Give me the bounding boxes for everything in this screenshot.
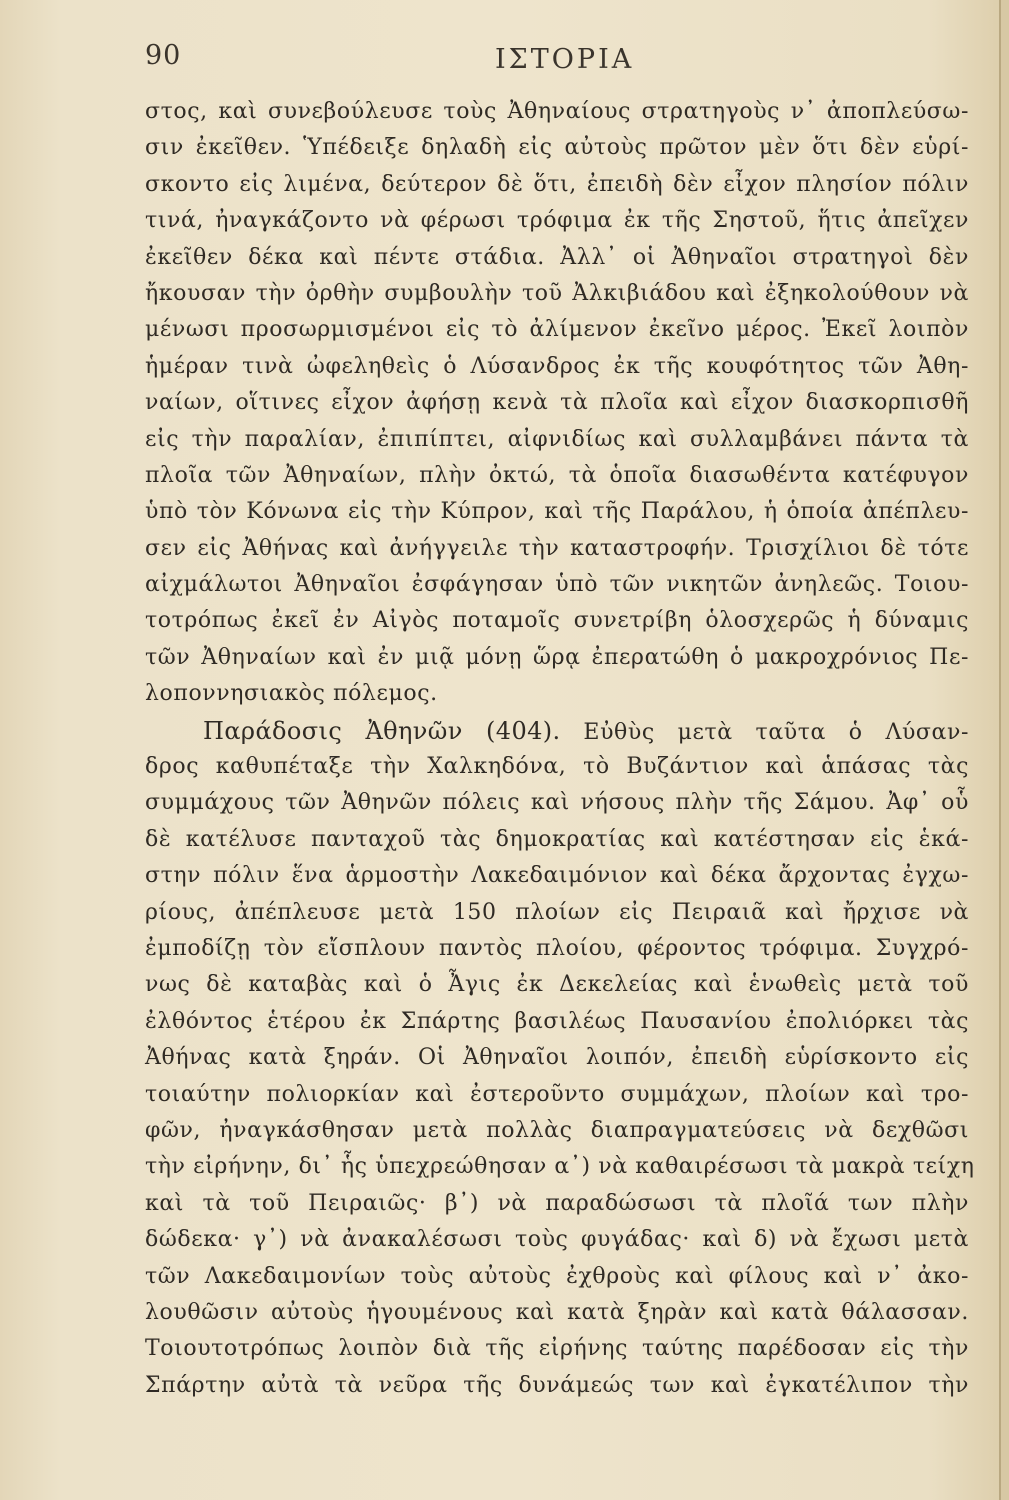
text-line: τῶν Λακεδαιμονίων τοὺς αὐτοὺς ἐχθροὺς καὶ φίλους καὶ ν᾿ ἀκο- bbox=[145, 1263, 969, 1289]
text-line: ἐκεῖθεν δέκα καὶ πέντε στάδια. Ἀλλ᾿ οἱ Ἀθηναῖοι στρατηγοὶ δὲν bbox=[145, 244, 969, 270]
paragraph-2-first-line-text: Εὐθὺς μετὰ ταῦτα ὁ Λύσαν- bbox=[583, 719, 970, 745]
text-line: ρίους, ἀπέπλευσε μετὰ 150 πλοίων εἰς Πειραιᾶ καὶ ἤρχισε νὰ bbox=[145, 899, 969, 925]
text-line: σεν εἰς Ἀθήνας καὶ ἀνήγγειλε τὴν καταστροφήν. Τρισχίλιοι δὲ τότε bbox=[145, 535, 969, 561]
text-line: σκοντο εἰς λιμένα, δεύτερον δὲ ὅτι, ἐπειδὴ δὲν εἶχον πλησίον πόλιν bbox=[145, 171, 969, 197]
page-header bbox=[0, 36, 1009, 86]
body-text bbox=[145, 94, 975, 1404]
page-edge-line bbox=[999, 0, 1001, 1500]
text-line: καὶ τὰ τοῦ Πειραιῶς· β᾿) νὰ παραδώσωσι τὰ πλοῖά των πλὴν bbox=[145, 1190, 969, 1216]
text-line: σιν ἐκεῖθεν. Ὑπέδειξε δηλαδὴ εἰς αὐτοὺς πρῶτον μὲν ὅτι δὲν εὑρί- bbox=[145, 135, 969, 161]
section-heading: Παράδοσις Ἀθηνῶν (404). bbox=[203, 716, 561, 745]
text-line: μένωσι προσωρμισμένοι εἰς τὸ ἀλίμενον ἐκεῖνο μέρος. Ἐκεῖ λοιπὸν bbox=[145, 317, 969, 343]
running-title: ΙΣΤΟΡΙΑ bbox=[495, 44, 635, 75]
text-line: ἐλθόντος ἑτέρου ἐκ Σπάρτης βασιλέως Παυσανίου ἐπολιόρκει τὰς bbox=[145, 1008, 969, 1034]
text-line: τινά, ἠναγκάζοντο νὰ φέρωσι τρόφιμα ἐκ τῆς Σηστοῦ, ἥτις ἀπεῖχεν bbox=[145, 208, 969, 234]
text-line: στος, καὶ συνεβούλευσε τοὺς Ἀθηναίους στρατηγοὺς ν᾿ ἀποπλεύσω- bbox=[145, 99, 969, 124]
text-line: ναίων, οἵτινες εἶχον ἀφήσῃ κενὰ τὰ πλοῖα καὶ εἶχον διασκορπισθῆ bbox=[145, 390, 969, 416]
text-line: τοιαύτην πολιορκίαν καὶ ἐστεροῦντο συμμάχων, πλοίων καὶ τρο- bbox=[145, 1081, 969, 1107]
text-line: ἐμποδίζῃ τὸν εἴσπλουν παντὸς πλοίου, φέροντος τρόφιμα. Συγχρό- bbox=[145, 935, 969, 961]
text-line: αἰχμάλωτοι Ἀθηναῖοι ἐσφάγησαν ὑπὸ τῶν νικητῶν ἀνηλεῶς. Τοιου- bbox=[145, 572, 969, 598]
text-line: δώδεκα· γ᾿) νὰ ἀνακαλέσωσι τοὺς φυγάδας· καὶ δ) νὰ ἔχωσι μετὰ bbox=[145, 1227, 969, 1253]
text-line: λουθῶσιν αὐτοὺς ἡγουμένους καὶ κατὰ ξηρὰν καὶ κατὰ θάλασσαν. bbox=[145, 1299, 969, 1325]
text-line: λοποννησιακὸς πόλεμος. bbox=[145, 681, 438, 707]
text-line: Ἀθήνας κατὰ ξηράν. Οἱ Ἀθηναῖοι λοιπόν, ἐπειδὴ εὑρίσκοντο εἰς bbox=[145, 1045, 969, 1071]
paragraph-2-first-line bbox=[145, 713, 969, 749]
paragraph-1 bbox=[145, 94, 969, 713]
text-line: δρος καθυπέταξε τὴν Χαλκηδόνα, τὸ Βυζάντιον καὶ ἁπάσας τὰς bbox=[145, 754, 969, 780]
text-line: ἡμέραν τινὰ ὠφεληθεὶς ὁ Λύσανδρος ἐκ τῆς κουφότητος τῶν Ἀθη- bbox=[145, 353, 969, 379]
page-edge-shadow bbox=[1001, 0, 1009, 1500]
text-line: ἤκουσαν τὴν ὀρθὴν συμβουλὴν τοῦ Ἀλκιβιάδου καὶ ἐξηκολούθουν νὰ bbox=[145, 280, 969, 306]
text-line: εἰς τὴν παραλίαν, ἐπιπίπτει, αἰφνιδίως καὶ συλλαμβάνει πάντα τὰ bbox=[145, 426, 969, 452]
text-line: Τοιουτοτρόπως λοιπὸν διὰ τῆς εἰρήνης ταύτης παρέδοσαν εἰς τὴν bbox=[145, 1336, 969, 1362]
text-line: πλοῖα τῶν Ἀθηναίων, πλὴν ὀκτώ, τὰ ὁποῖα διασωθέντα κατέφυγον bbox=[145, 462, 969, 488]
text-line: Σπάρτην αὐτὰ τὰ νεῦρα τῆς δυνάμεώς των καὶ ἐγκατέλιπον τὴν bbox=[145, 1372, 969, 1398]
page-number: 90 bbox=[145, 40, 182, 71]
text-line: τὴν εἰρήνην, δι᾿ ἧς ὑπεχρεώθησαν α᾿) νὰ καθαιρέσωσι τὰ μακρὰ τείχη bbox=[145, 1154, 975, 1180]
text-line: στην πόλιν ἕνα ἁρμοστὴν Λακεδαιμόνιον καὶ δέκα ἄρχοντας ἐγχω- bbox=[145, 863, 969, 889]
paragraph-2 bbox=[145, 749, 975, 1404]
text-line: νως δὲ καταβὰς καὶ ὁ Ἆγις ἐκ Δεκελείας καὶ ἑνωθεὶς μετὰ τοῦ bbox=[145, 972, 969, 998]
text-line: τῶν Ἀθηναίων καὶ ἐν μιᾷ μόνῃ ὥρᾳ ἐπερατώθη ὁ μακροχρόνιος Πε- bbox=[145, 644, 969, 670]
text-line: δὲ κατέλυσε πανταχοῦ τὰς δημοκρατίας καὶ κατέστησαν εἰς ἑκά- bbox=[145, 826, 969, 852]
text-line: τοτρόπως ἐκεῖ ἐν Αἰγὸς ποταμοῖς συνετρίβη ὁλοσχερῶς ἡ δύναμις bbox=[145, 608, 969, 634]
text-line: συμμάχους τῶν Ἀθηνῶν πόλεις καὶ νήσους πλὴν τῆς Σάμου. Ἀφ᾿ οὗ bbox=[145, 790, 969, 816]
text-line: ὑπὸ τὸν Κόνωνα εἰς τὴν Κύπρον, καὶ τῆς Παράλου, ἡ ὁποία ἀπέπλευ- bbox=[145, 499, 969, 525]
text-line: φῶν, ἠναγκάσθησαν μετὰ πολλὰς διαπραγματεύσεις νὰ δεχθῶσι bbox=[145, 1117, 969, 1143]
